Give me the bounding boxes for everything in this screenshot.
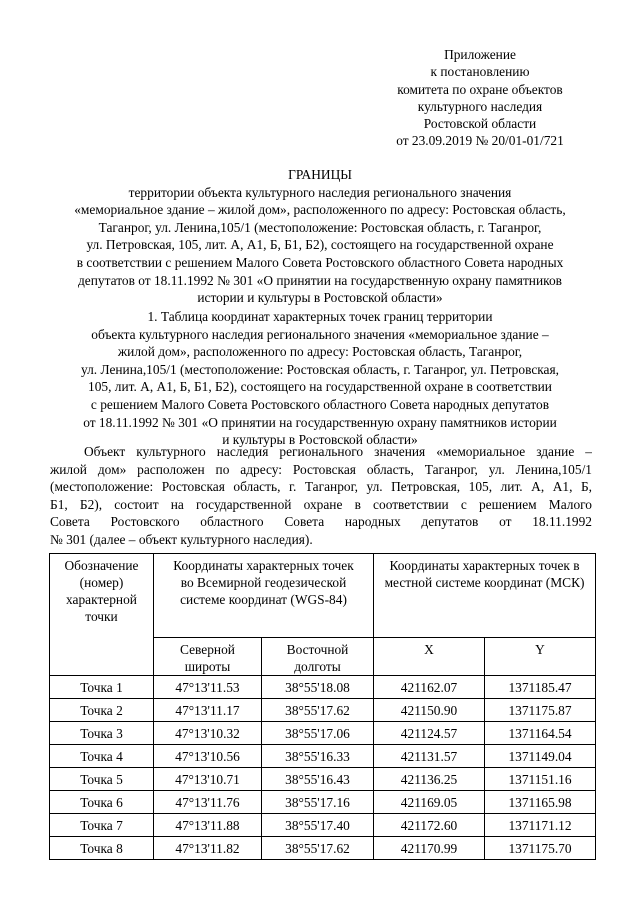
point-cell: Точка 8: [50, 837, 154, 860]
paragraph-line: № 301 (далее – объект культурного наследия).: [50, 531, 313, 547]
appendix-line: Приложение: [444, 47, 516, 62]
caption-line: и культуры в Ростовской области»: [222, 432, 418, 448]
point-cell: Точка 6: [50, 791, 154, 814]
lon-cell: 38°55'16.33: [262, 745, 374, 768]
table-caption: [50, 308, 590, 449]
paragraph-line: жилой дом» расположен по адресу: Ростовская область, Таганрог, ул. Ленина,105/1: [50, 461, 592, 477]
appendix-line: к постановлению: [430, 64, 530, 80]
caption-line: 1. Таблица координат характерных точек границ территории: [147, 309, 493, 324]
lon-cell: 38°55'17.06: [262, 722, 374, 745]
lat-cell: 47°13'10.71: [154, 768, 262, 791]
y-cell: 1371171.12: [485, 814, 596, 837]
paragraph-line: Объект культурного наследия регионального значения «мемориальное здание –: [84, 444, 592, 459]
title-line: ул. Петровская, 105, лит. А, А1, Б, Б1, Б2), состоящего на государственной охране: [86, 237, 554, 253]
x-cell: 421136.25: [374, 768, 485, 791]
title-line: истории и культуры в Ростовской области»: [197, 290, 443, 306]
lon-cell: 38°55'17.40: [262, 814, 374, 837]
table-row: [50, 699, 596, 722]
x-cell: 421162.07: [374, 676, 485, 699]
lon-cell: 38°55'17.62: [262, 699, 374, 722]
lat-cell: 47°13'10.32: [154, 722, 262, 745]
y-cell: 1371149.04: [485, 745, 596, 768]
lon-cell: 38°55'16.43: [262, 768, 374, 791]
lat-cell: 47°13'11.82: [154, 837, 262, 860]
lon-cell: 38°55'17.16: [262, 791, 374, 814]
header-x: X: [374, 638, 485, 676]
caption-line: от 18.11.1992 № 301 «О принятии на государственную охрану памятников истории: [83, 414, 557, 430]
point-cell: Точка 1: [50, 676, 154, 699]
x-cell: 421124.57: [374, 722, 485, 745]
appendix-line: культурного наследия: [417, 98, 543, 114]
x-cell: 421169.05: [374, 791, 485, 814]
x-cell: 421172.60: [374, 814, 485, 837]
appendix-line: от 23.09.2019 № 20/01-01/721: [396, 133, 564, 149]
header-y: Y: [485, 638, 596, 676]
appendix-block: [360, 46, 600, 150]
lon-cell: 38°55'18.08: [262, 676, 374, 699]
point-cell: Точка 3: [50, 722, 154, 745]
header-point: Обозначение (номер) характерной точки: [50, 554, 154, 676]
appendix-line: комитета по охране объектов: [397, 81, 563, 97]
point-cell: Точка 5: [50, 768, 154, 791]
y-cell: 1371164.54: [485, 722, 596, 745]
table-row: [50, 814, 596, 837]
point-cell: Точка 7: [50, 814, 154, 837]
title-heading: ГРАНИЦЫ: [288, 167, 352, 182]
header-wgs: Координаты характерных точек во Всемирной геодезической системе координат (WGS-84): [154, 554, 374, 638]
table-row: [50, 837, 596, 860]
caption-line: жилой дом», расположенного по адресу: Ростовская область, Таганрог,: [117, 344, 523, 360]
paragraph-line: Совета Ростовского областного Совета народных депутатов от 18.11.1992: [50, 514, 592, 530]
y-cell: 1371175.87: [485, 699, 596, 722]
caption-line: 105, лит. А, А1, Б, Б1, Б2), состоящего на государственной охране в соответствии: [88, 379, 552, 395]
paragraph-line: Б1, Б2), состоит на государственной охране в соответствии с решением Малого: [50, 496, 592, 512]
y-cell: 1371175.70: [485, 837, 596, 860]
y-cell: 1371185.47: [485, 676, 596, 699]
document-title: [50, 166, 590, 307]
body-paragraph: [50, 443, 592, 549]
lon-cell: 38°55'17.62: [262, 837, 374, 860]
table-row: [50, 791, 596, 814]
caption-line: объекта культурного наследия регионального значения «мемориальное здание –: [91, 326, 549, 342]
caption-line: ул. Ленина,105/1 (местоположение: Ростовская область, г. Таганрог, ул. Петровская,: [80, 361, 560, 377]
caption-line: с решением Малого Совета Ростовского областного Совета народных депутатов: [90, 396, 550, 412]
header-msk: Координаты характерных точек в местной системе координат (МСК): [374, 554, 596, 638]
title-line: Таганрог, ул. Ленина,105/1 (местоположение: Ростовская область, г. Таганрог,: [98, 219, 542, 235]
header-lat: Северной широты: [154, 638, 262, 676]
paragraph-line: (местоположение: Ростовская область, г. Таганрог, ул. Петровская, 105, лит. А, А1, Б,: [50, 479, 592, 495]
table-row: [50, 722, 596, 745]
point-cell: Точка 4: [50, 745, 154, 768]
title-line: депутатов от 18.11.1992 № 301 «О принятии на государственную охрану памятников: [77, 272, 562, 288]
table-row: [50, 745, 596, 768]
title-line: «мемориальное здание – жилой дом», расположенного по адресу: Ростовская область,: [74, 202, 566, 218]
lat-cell: 47°13'11.88: [154, 814, 262, 837]
lat-cell: 47°13'10.56: [154, 745, 262, 768]
x-cell: 421150.90: [374, 699, 485, 722]
x-cell: 421131.57: [374, 745, 485, 768]
point-cell: Точка 2: [50, 699, 154, 722]
coordinates-table: [49, 553, 596, 860]
y-cell: 1371165.98: [485, 791, 596, 814]
lat-cell: 47°13'11.76: [154, 791, 262, 814]
lat-cell: 47°13'11.17: [154, 699, 262, 722]
y-cell: 1371151.16: [485, 768, 596, 791]
table-row: [50, 676, 596, 699]
title-line: территории объекта культурного наследия регионального значения: [128, 184, 512, 200]
title-line: в соответствии с решением Малого Совета Ростовского областного Совета народных: [76, 254, 564, 270]
table-row: [50, 768, 596, 791]
header-lon: Восточной долготы: [262, 638, 374, 676]
x-cell: 421170.99: [374, 837, 485, 860]
lat-cell: 47°13'11.53: [154, 676, 262, 699]
appendix-line: Ростовской области: [423, 116, 537, 132]
